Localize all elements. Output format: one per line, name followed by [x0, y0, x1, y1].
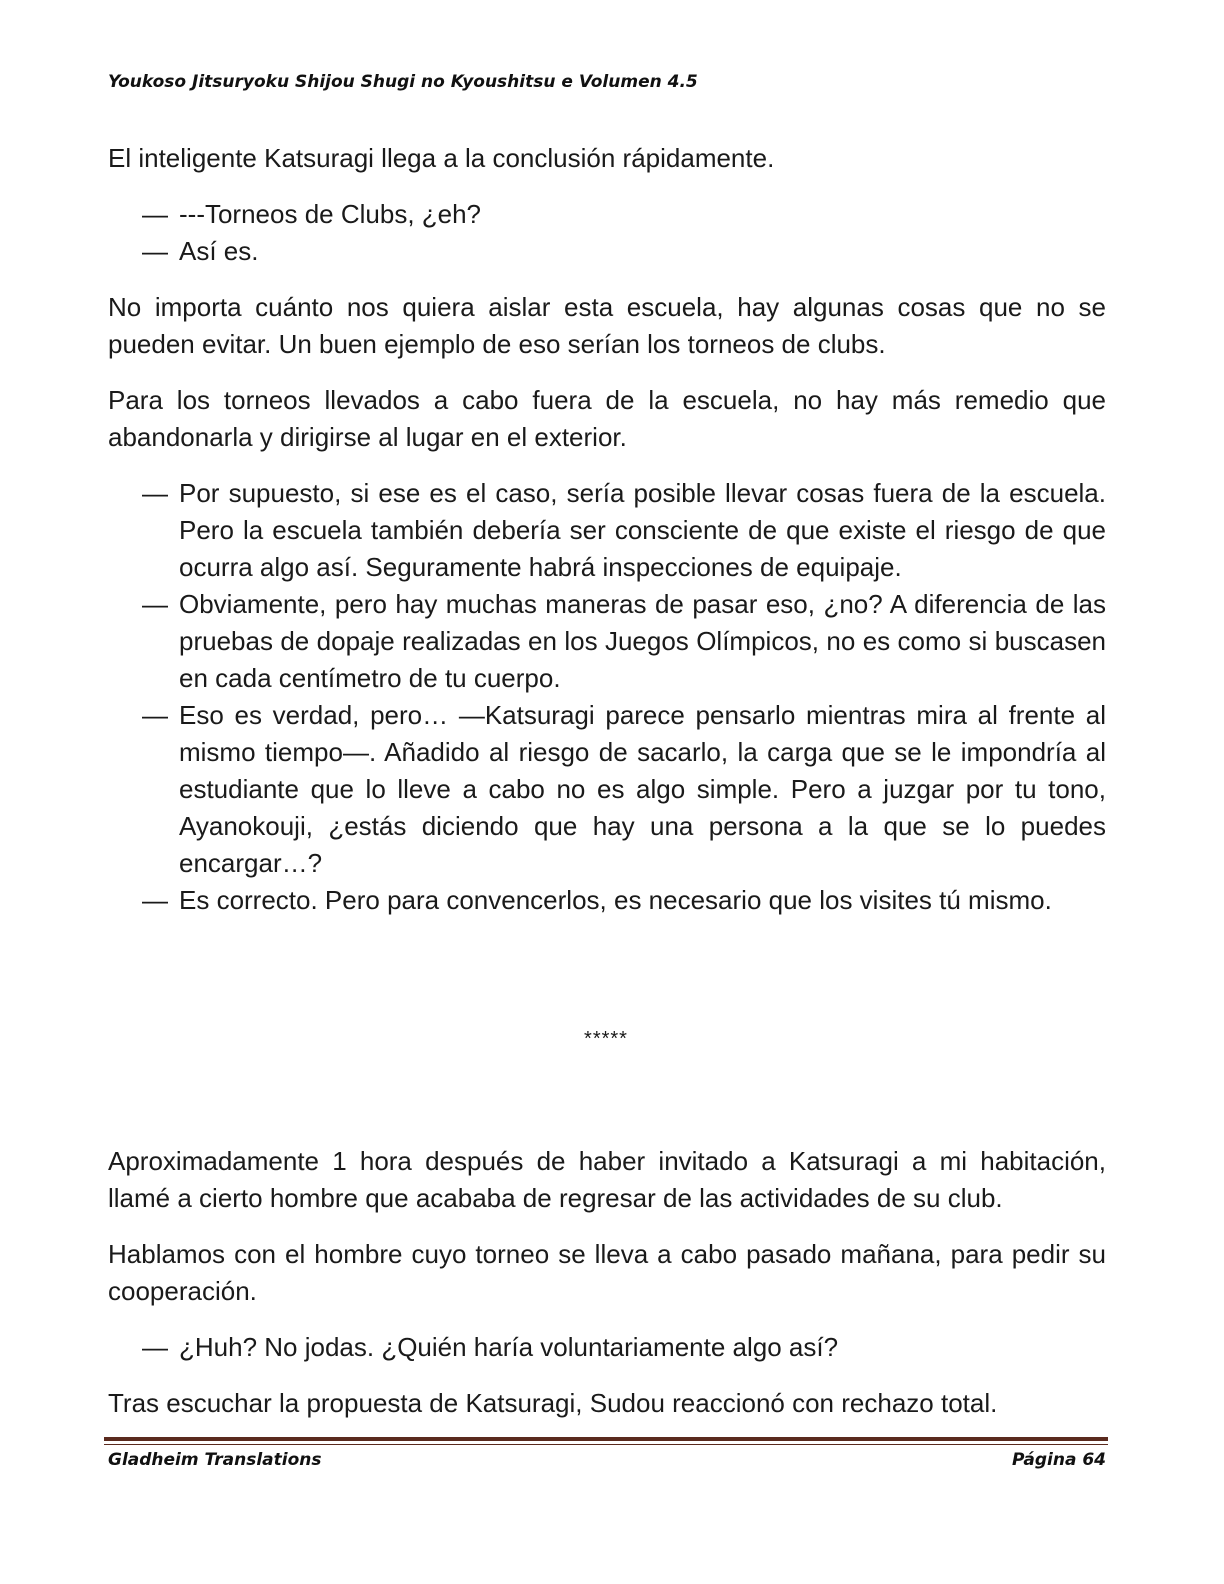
dialogue-dash: — [142, 1332, 168, 1362]
dialogue-line [108, 697, 1106, 882]
dialogue-text: Así es. [179, 236, 259, 266]
paragraph-2: No importa cuánto nos quiera aislar esta escuela, hay algunas cosas que no se pueden evitar. Un buen ejemplo de eso serían los torneos de clubs. [108, 292, 1106, 359]
footer-rule-thin [104, 1444, 1108, 1445]
paragraph-6: Tras escuchar la propuesta de Katsuragi, Sudou reaccionó con rechazo total. [108, 1388, 998, 1418]
paragraph-4: Aproximadamente 1 hora después de haber invitado a Katsuragi a mi habitación, llamé a cierto hombre que acababa de regresar de las actividades de su club. [108, 1146, 1106, 1213]
dialogue-dash: — [142, 478, 168, 508]
paragraph-3: Para los torneos llevados a cabo fuera de la escuela, no hay más remedio que abandonarla y dirigirse al lugar en el exterior. [108, 385, 1106, 452]
dialogue-text: Obviamente, pero hay muchas maneras de pasar eso, ¿no? A diferencia de las pruebas de dopaje realizadas en los Juegos Olímpicos, no es como si buscasen en cada centímetro de tu cuerpo. [179, 589, 1106, 693]
dialogue-line [108, 586, 1106, 697]
dialogue-block-3 [108, 1329, 1106, 1366]
dialogue-line [108, 233, 1106, 270]
dialogue-line [108, 882, 1106, 919]
dialogue-dash: — [142, 199, 168, 229]
paragraph-1: El inteligente Katsuragi llega a la conclusión rápidamente. [108, 143, 775, 173]
page-header: Youkoso Jitsuryoku Shijou Shugi no Kyoushitsu e Volumen 4.5 [108, 72, 698, 92]
dialogue-dash: — [142, 885, 168, 915]
body-text-lower [108, 1143, 1106, 1441]
dialogue-dash: — [142, 589, 168, 619]
page-number: Página 64 [1012, 1450, 1106, 1470]
dialogue-dash: — [142, 236, 168, 266]
dialogue-text: Por supuesto, si ese es el caso, sería posible llevar cosas fuera de la escuela. Pero la escuela también debería ser consciente de que existe el riesgo de que ocurra algo así. Seguramente habrá inspecciones de equipaje. [179, 478, 1106, 582]
dialogue-block-1 [108, 196, 1106, 270]
footer-credit: Gladheim Translations [108, 1450, 322, 1470]
footer-rule [104, 1437, 1108, 1441]
dialogue-text: ¿Huh? No jodas. ¿Quién haría voluntariamente algo así? [179, 1332, 839, 1362]
dialogue-text: Eso es verdad, pero… —Katsuragi parece pensarlo mientras mira al frente al mismo tiempo—. Añadido al riesgo de sacarlo, la carga que se le impondría al estudiante que lo lleve a cabo no es algo simple. Pero a juzgar por tu tono, Ayanokouji, ¿estás diciendo que hay una persona a la que se lo puedes encargar…? [179, 700, 1106, 878]
dialogue-dash: — [142, 700, 168, 730]
body-text [108, 140, 1106, 938]
paragraph-5: Hablamos con el hombre cuyo torneo se lleva a cabo pasado mañana, para pedir su cooperación. [108, 1239, 1106, 1306]
dialogue-text: ---Torneos de Clubs, ¿eh? [179, 199, 482, 229]
dialogue-block-2 [108, 475, 1106, 919]
scene-separator: ***** [584, 1028, 628, 1050]
dialogue-line [108, 196, 1106, 233]
dialogue-text: Es correcto. Pero para convencerlos, es necesario que los visites tú mismo. [179, 885, 1052, 915]
dialogue-line [108, 1329, 1106, 1366]
dialogue-line [108, 475, 1106, 586]
